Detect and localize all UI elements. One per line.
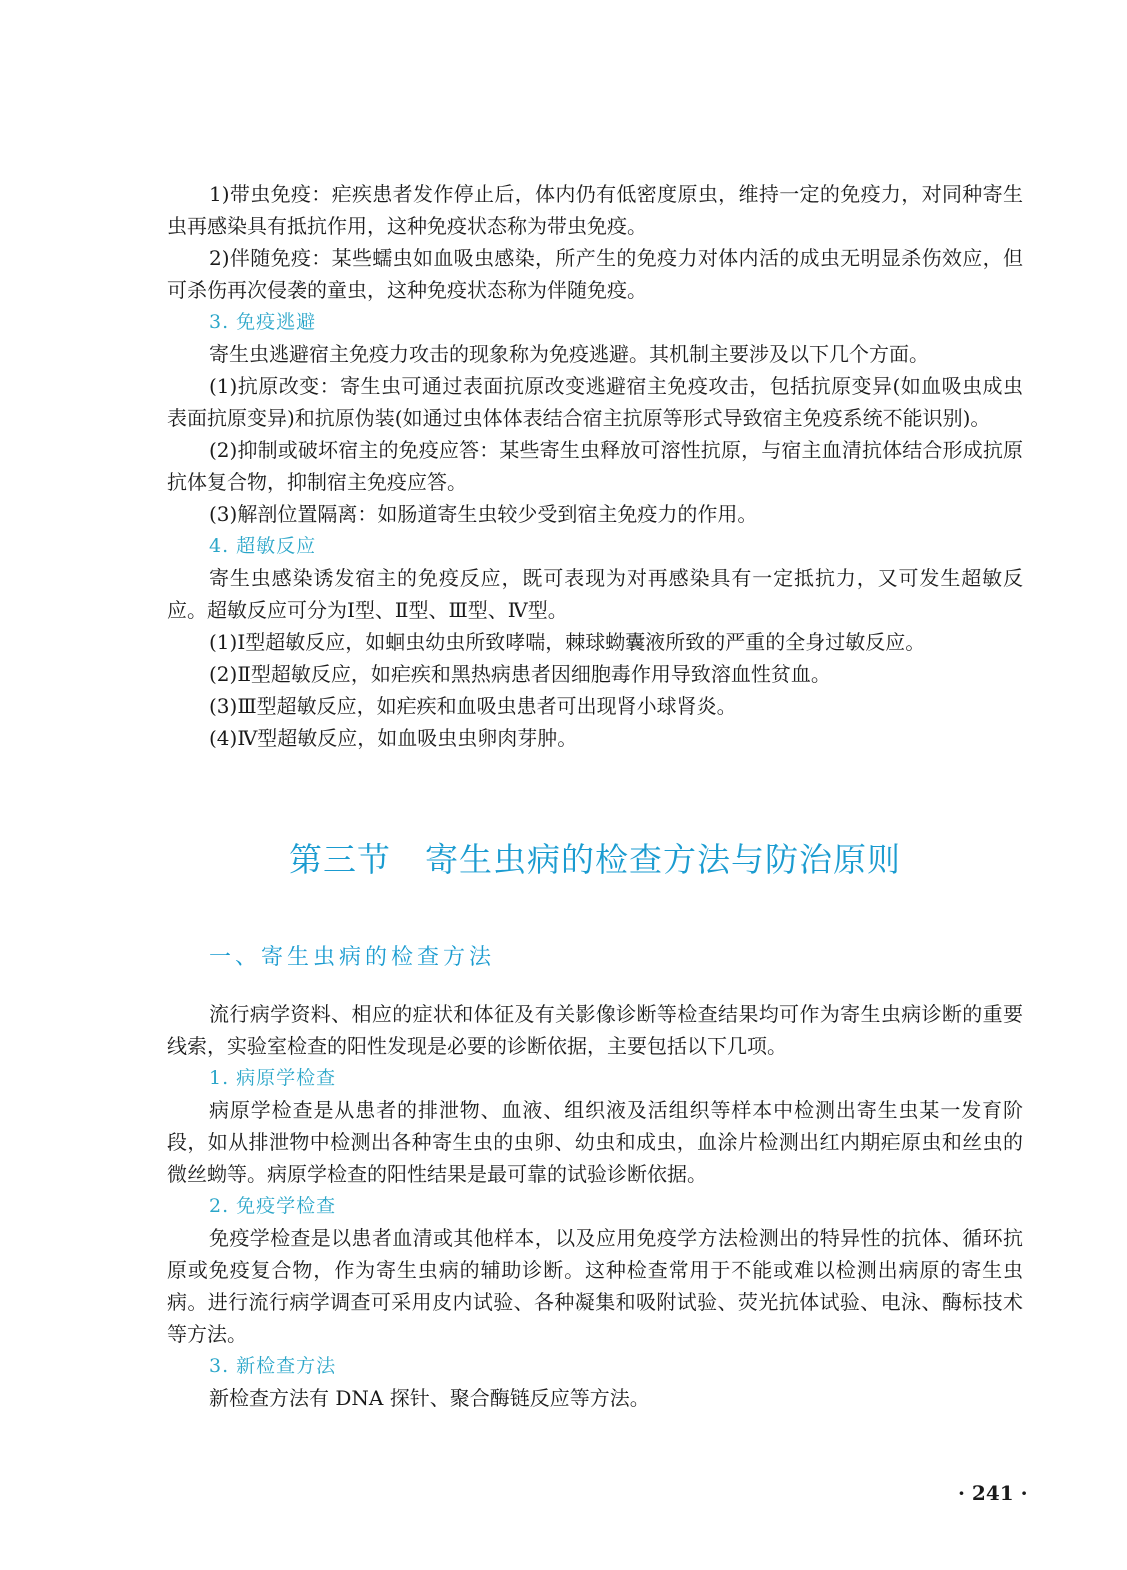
paragraph: 病原学检查是从患者的排泄物、血液、组织液及活组织等样本中检测出寄生虫某一发育阶段，如从排泄物中检测出各种寄生虫的虫卵、幼虫和成虫，血涂片检测出红内期疟原虫和丝虫的微丝蚴等。病原学检查的阳性结果是最可靠的试验诊断依据。 (167, 1098, 1023, 1186)
paragraph: (3)解剖位置隔离：如肠道寄生虫较少受到宿主免疫力的作用。 (209, 502, 758, 526)
paragraph: 流行病学资料、相应的症状和体征及有关影像诊断等检查结果均可作为寄生虫病诊断的重要线索，实验室检查的阳性发现是必要的诊断依据，主要包括以下几项。 (167, 1002, 1023, 1058)
content-bottom (167, 998, 1023, 1414)
subheading: 2. 免疫学检查 (209, 1195, 337, 1217)
paragraph: (4)Ⅳ型超敏反应，如血吸虫虫卵肉芽肿。 (209, 726, 578, 750)
page-body (167, 178, 1023, 1414)
paragraph: 免疫学检查是以患者血清或其他样本，以及应用免疫学方法检测出的特异性的抗体、循环抗原或免疫复合物，作为寄生虫病的辅助诊断。这种检查常用于不能或难以检测出病原的寄生虫病。进行流行病学调查可采用皮内试验、各种凝集和吸附试验、荧光抗体试验、电泳、酶标技术等方法。 (167, 1226, 1023, 1346)
paragraph: (1)抗原改变：寄生虫可通过表面抗原改变逃避宿主免疫攻击，包括抗原变异(如血吸虫成虫表面抗原变异)和抗原伪装(如通过虫体体表结合宿主抗原等形式导致宿主免疫系统不能识别)。 (167, 374, 1023, 430)
subheading: 3. 免疫逃避 (209, 311, 317, 333)
paragraph: 寄生虫逃避宿主免疫力攻击的现象称为免疫逃避。其机制主要涉及以下几个方面。 (209, 342, 929, 366)
paragraph: (2)Ⅱ型超敏反应，如疟疾和黑热病患者因细胞毒作用导致溶血性贫血。 (209, 662, 831, 686)
heading-level-1: 一、寄生虫病的检查方法 (209, 945, 496, 970)
paragraph: 寄生虫感染诱发宿主的免疫反应，既可表现为对再感染具有一定抵抗力，又可发生超敏反应。超敏反应可分为Ⅰ型、Ⅱ型、Ⅲ型、Ⅳ型。 (167, 566, 1023, 622)
paragraph: 2)伴随免疫：某些蠕虫如血吸虫感染，所产生的免疫力对体内活的成虫无明显杀伤效应，但可杀伤再次侵袭的童虫，这种免疫状态称为伴随免疫。 (167, 246, 1023, 302)
subheading: 3. 新检查方法 (209, 1355, 337, 1377)
paragraph: 1)带虫免疫：疟疾患者发作停止后，体内仍有低密度原虫，维持一定的免疫力，对同种寄生虫再感染具有抵抗作用，这种免疫状态称为带虫免疫。 (167, 182, 1023, 238)
paragraph: (3)Ⅲ型超敏反应，如疟疾和血吸虫患者可出现肾小球肾炎。 (209, 694, 737, 718)
paragraph: (1)Ⅰ型超敏反应，如蛔虫幼虫所致哮喘，棘球蚴囊液所致的严重的全身过敏反应。 (209, 630, 926, 654)
content-top (167, 178, 1023, 754)
subheading: 4. 超敏反应 (209, 535, 317, 557)
section-title: 第三节 寄生虫病的检查方法与防治原则 (289, 840, 901, 879)
subheading: 1. 病原学检查 (209, 1067, 337, 1089)
page-number: · 241 · (958, 1481, 1028, 1505)
spacer (167, 974, 1023, 998)
paragraph: (2)抑制或破坏宿主的免疫应答：某些寄生虫释放可溶性抗原，与宿主血清抗体结合形成抗原抗体复合物，抑制宿主免疫应答。 (167, 438, 1023, 494)
paragraph: 新检查方法有 DNA 探针、聚合酶链反应等方法。 (209, 1386, 650, 1410)
